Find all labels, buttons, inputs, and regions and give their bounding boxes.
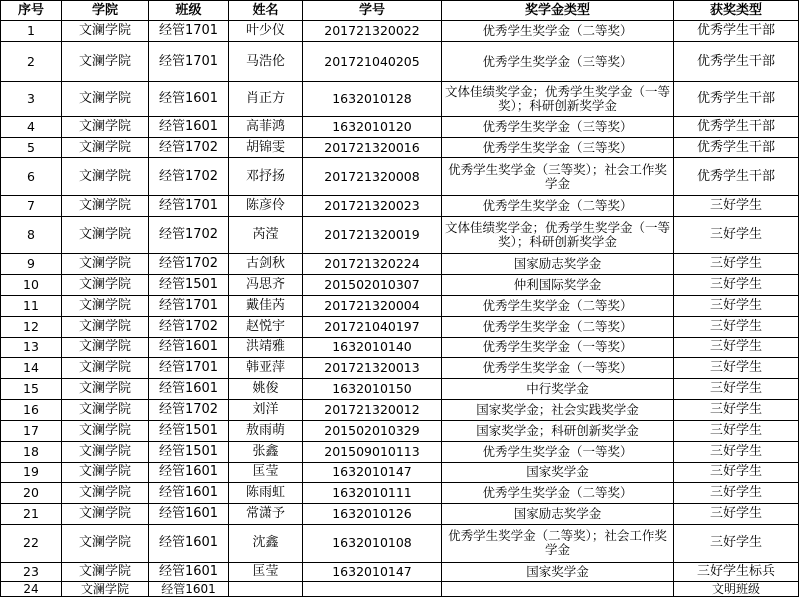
cell-name: 张鑫 [229,441,303,462]
cell-college: 文澜学院 [62,562,149,582]
cell-award: 三好学生 [674,483,799,504]
cell-class: 经管1701 [149,295,229,316]
cell-award: 文明班级 [674,582,799,597]
cell-award: 优秀学生干部 [674,137,799,158]
cell-id: 201721320019 [303,216,442,253]
cell-name: 沈鑫 [229,525,303,562]
table-row [1,316,799,337]
cell-award: 三好学生 [674,504,799,525]
table-row [1,358,799,379]
table-row [1,82,799,116]
cell-scholarship: 优秀学生奖学金（三等奖）；社会工作奖学金 [442,158,674,195]
table-row [1,379,799,400]
cell-name: 洪靖雅 [229,337,303,358]
cell-scholarship: 优秀学生奖学金（三等奖） [442,41,674,82]
cell-id: 1632010147 [303,562,442,582]
cell-no: 8 [1,216,62,253]
cell-no: 4 [1,116,62,137]
table-row [1,275,799,296]
cell-class: 经管1702 [149,158,229,195]
cell-class: 经管1601 [149,483,229,504]
table-row [1,525,799,562]
cell-college: 文澜学院 [62,116,149,137]
cell-no: 2 [1,41,62,82]
cell-name: 高菲鸿 [229,116,303,137]
cell-no: 15 [1,379,62,400]
cell-scholarship: 优秀学生奖学金（一等奖） [442,337,674,358]
cell-class: 经管1501 [149,420,229,441]
cell-name: 韩亚萍 [229,358,303,379]
cell-name: 叶少仪 [229,21,303,42]
cell-award: 优秀学生干部 [674,158,799,195]
cell-scholarship: 国家励志奖学金 [442,504,674,525]
cell-no: 13 [1,337,62,358]
cell-name: 邓抒扬 [229,158,303,195]
cell-college: 文澜学院 [62,337,149,358]
table-row [1,337,799,358]
cell-class: 经管1701 [149,41,229,82]
cell-no: 7 [1,195,62,216]
cell-award: 三好学生 [674,337,799,358]
cell-id: 201721320023 [303,195,442,216]
cell-college: 文澜学院 [62,216,149,253]
cell-college: 文澜学院 [62,158,149,195]
cell-award: 优秀学生干部 [674,82,799,116]
cell-class: 经管1702 [149,316,229,337]
cell-name: 陈彦伶 [229,195,303,216]
cell-award: 三好学生 [674,216,799,253]
header-row [1,1,799,21]
cell-name: 肖正方 [229,82,303,116]
cell-name: 胡锦雯 [229,137,303,158]
cell-id: 201721320012 [303,400,442,421]
cell-class: 经管1601 [149,337,229,358]
cell-award: 三好学生 [674,358,799,379]
cell-no: 10 [1,275,62,296]
cell-award: 三好学生 [674,254,799,275]
cell-class: 经管1601 [149,82,229,116]
cell-id: 201502010329 [303,420,442,441]
table-row [1,295,799,316]
cell-college: 文澜学院 [62,379,149,400]
cell-class: 经管1601 [149,525,229,562]
cell-id: 1632010147 [303,462,442,483]
cell-class: 经管1601 [149,582,229,597]
cell-class: 经管1601 [149,504,229,525]
table-row [1,562,799,582]
cell-class: 经管1701 [149,195,229,216]
cell-college: 文澜学院 [62,582,149,597]
cell-id: 1632010120 [303,116,442,137]
cell-id: 201509010113 [303,441,442,462]
cell-name: 敖雨萌 [229,420,303,441]
table-row [1,21,799,42]
cell-no: 19 [1,462,62,483]
cell-no: 1 [1,21,62,42]
cell-class: 经管1601 [149,116,229,137]
header-cell-class: 班级 [149,1,229,21]
cell-no: 16 [1,400,62,421]
table-row [1,116,799,137]
cell-class: 经管1501 [149,441,229,462]
cell-college: 文澜学院 [62,525,149,562]
cell-college: 文澜学院 [62,195,149,216]
cell-no: 20 [1,483,62,504]
cell-no: 5 [1,137,62,158]
cell-college: 文澜学院 [62,275,149,296]
cell-college: 文澜学院 [62,254,149,275]
cell-name [229,582,303,597]
cell-award: 三好学生 [674,441,799,462]
cell-scholarship: 文体佳绩奖学金；优秀学生奖学金（一等奖）；科研创新奖学金 [442,82,674,116]
cell-scholarship: 优秀学生奖学金（三等奖） [442,137,674,158]
table-row [1,400,799,421]
cell-award: 三好学生 [674,400,799,421]
cell-no: 22 [1,525,62,562]
table-row [1,420,799,441]
cell-name: 马浩伦 [229,41,303,82]
cell-no: 9 [1,254,62,275]
table-row [1,195,799,216]
cell-college: 文澜学院 [62,420,149,441]
cell-id: 1632010128 [303,82,442,116]
cell-name: 冯思齐 [229,275,303,296]
cell-class: 经管1601 [149,562,229,582]
cell-class: 经管1701 [149,21,229,42]
cell-award: 三好学生 [674,275,799,296]
cell-scholarship: 文体佳绩奖学金；优秀学生奖学金（一等奖）；科研创新奖学金 [442,216,674,253]
cell-scholarship: 国家励志奖学金 [442,254,674,275]
cell-id: 201721320224 [303,254,442,275]
cell-name: 古剑秋 [229,254,303,275]
cell-scholarship: 优秀学生奖学金（二等奖） [442,295,674,316]
cell-college: 文澜学院 [62,504,149,525]
cell-no: 11 [1,295,62,316]
table-row [1,504,799,525]
cell-no: 14 [1,358,62,379]
cell-class: 经管1601 [149,379,229,400]
header-cell-no: 序号 [1,1,62,21]
cell-award: 三好学生 [674,525,799,562]
cell-college: 文澜学院 [62,137,149,158]
header-cell-id: 学号 [303,1,442,21]
cell-scholarship: 优秀学生奖学金（三等奖） [442,116,674,137]
cell-id: 201721320016 [303,137,442,158]
cell-class: 经管1601 [149,462,229,483]
header-cell-college: 学院 [62,1,149,21]
cell-scholarship: 国家奖学金 [442,462,674,483]
cell-id: 201721040205 [303,41,442,82]
cell-college: 文澜学院 [62,483,149,504]
cell-college: 文澜学院 [62,441,149,462]
cell-college: 文澜学院 [62,295,149,316]
cell-id: 201502010307 [303,275,442,296]
cell-award: 三好学生标兵 [674,562,799,582]
cell-award: 三好学生 [674,462,799,483]
cell-id: 1632010111 [303,483,442,504]
cell-award: 三好学生 [674,379,799,400]
cell-class: 经管1702 [149,254,229,275]
cell-college: 文澜学院 [62,41,149,82]
cell-scholarship: 中行奖学金 [442,379,674,400]
cell-no: 6 [1,158,62,195]
cell-no: 21 [1,504,62,525]
cell-id: 1632010140 [303,337,442,358]
header-cell-scholarship: 奖学金类型 [442,1,674,21]
cell-scholarship: 优秀学生奖学金（一等奖） [442,358,674,379]
table-body [1,21,799,597]
cell-award: 优秀学生干部 [674,41,799,82]
cell-award: 三好学生 [674,195,799,216]
cell-scholarship: 仲利国际奖学金 [442,275,674,296]
cell-id: 201721320008 [303,158,442,195]
cell-name: 常潇予 [229,504,303,525]
table-row [1,216,799,253]
cell-name: 刘洋 [229,400,303,421]
cell-college: 文澜学院 [62,316,149,337]
cell-no: 17 [1,420,62,441]
cell-college: 文澜学院 [62,82,149,116]
cell-scholarship: 优秀学生奖学金（二等奖）；社会工作奖学金 [442,525,674,562]
cell-id: 201721320013 [303,358,442,379]
header-cell-name: 姓名 [229,1,303,21]
cell-award: 优秀学生干部 [674,21,799,42]
cell-name: 赵悦宇 [229,316,303,337]
cell-class: 经管1702 [149,137,229,158]
table-row [1,158,799,195]
cell-award: 优秀学生干部 [674,116,799,137]
cell-no: 18 [1,441,62,462]
table-row [1,254,799,275]
cell-award: 三好学生 [674,295,799,316]
cell-scholarship: 优秀学生奖学金（二等奖） [442,316,674,337]
cell-college: 文澜学院 [62,462,149,483]
cell-id: 1632010108 [303,525,442,562]
cell-scholarship: 优秀学生奖学金（一等奖） [442,441,674,462]
cell-award: 三好学生 [674,316,799,337]
cell-no: 3 [1,82,62,116]
cell-scholarship: 优秀学生奖学金（二等奖） [442,195,674,216]
cell-award: 三好学生 [674,420,799,441]
cell-class: 经管1702 [149,216,229,253]
table-row [1,441,799,462]
cell-scholarship [442,582,674,597]
cell-id [303,582,442,597]
cell-name: 芮滢 [229,216,303,253]
cell-scholarship: 国家奖学金；科研创新奖学金 [442,420,674,441]
cell-name: 姚俊 [229,379,303,400]
cell-id: 1632010150 [303,379,442,400]
table-row [1,41,799,82]
cell-scholarship: 国家奖学金；社会实践奖学金 [442,400,674,421]
cell-id: 201721320022 [303,21,442,42]
cell-name: 匡莹 [229,562,303,582]
cell-class: 经管1702 [149,400,229,421]
cell-class: 经管1701 [149,358,229,379]
table-row [1,462,799,483]
cell-id: 201721320004 [303,295,442,316]
cell-id: 1632010126 [303,504,442,525]
cell-scholarship: 优秀学生奖学金（二等奖） [442,483,674,504]
cell-class: 经管1501 [149,275,229,296]
cell-name: 匡莹 [229,462,303,483]
cell-college: 文澜学院 [62,400,149,421]
cell-no: 23 [1,562,62,582]
table-row [1,137,799,158]
cell-no: 24 [1,582,62,597]
cell-scholarship: 优秀学生奖学金（二等奖） [442,21,674,42]
cell-college: 文澜学院 [62,358,149,379]
cell-name: 陈雨虹 [229,483,303,504]
table-row [1,582,799,597]
cell-name: 戴佳芮 [229,295,303,316]
table-row [1,483,799,504]
cell-id: 201721040197 [303,316,442,337]
header-cell-award: 获奖类型 [674,1,799,21]
cell-no: 12 [1,316,62,337]
cell-college: 文澜学院 [62,21,149,42]
cell-scholarship: 国家奖学金 [442,562,674,582]
